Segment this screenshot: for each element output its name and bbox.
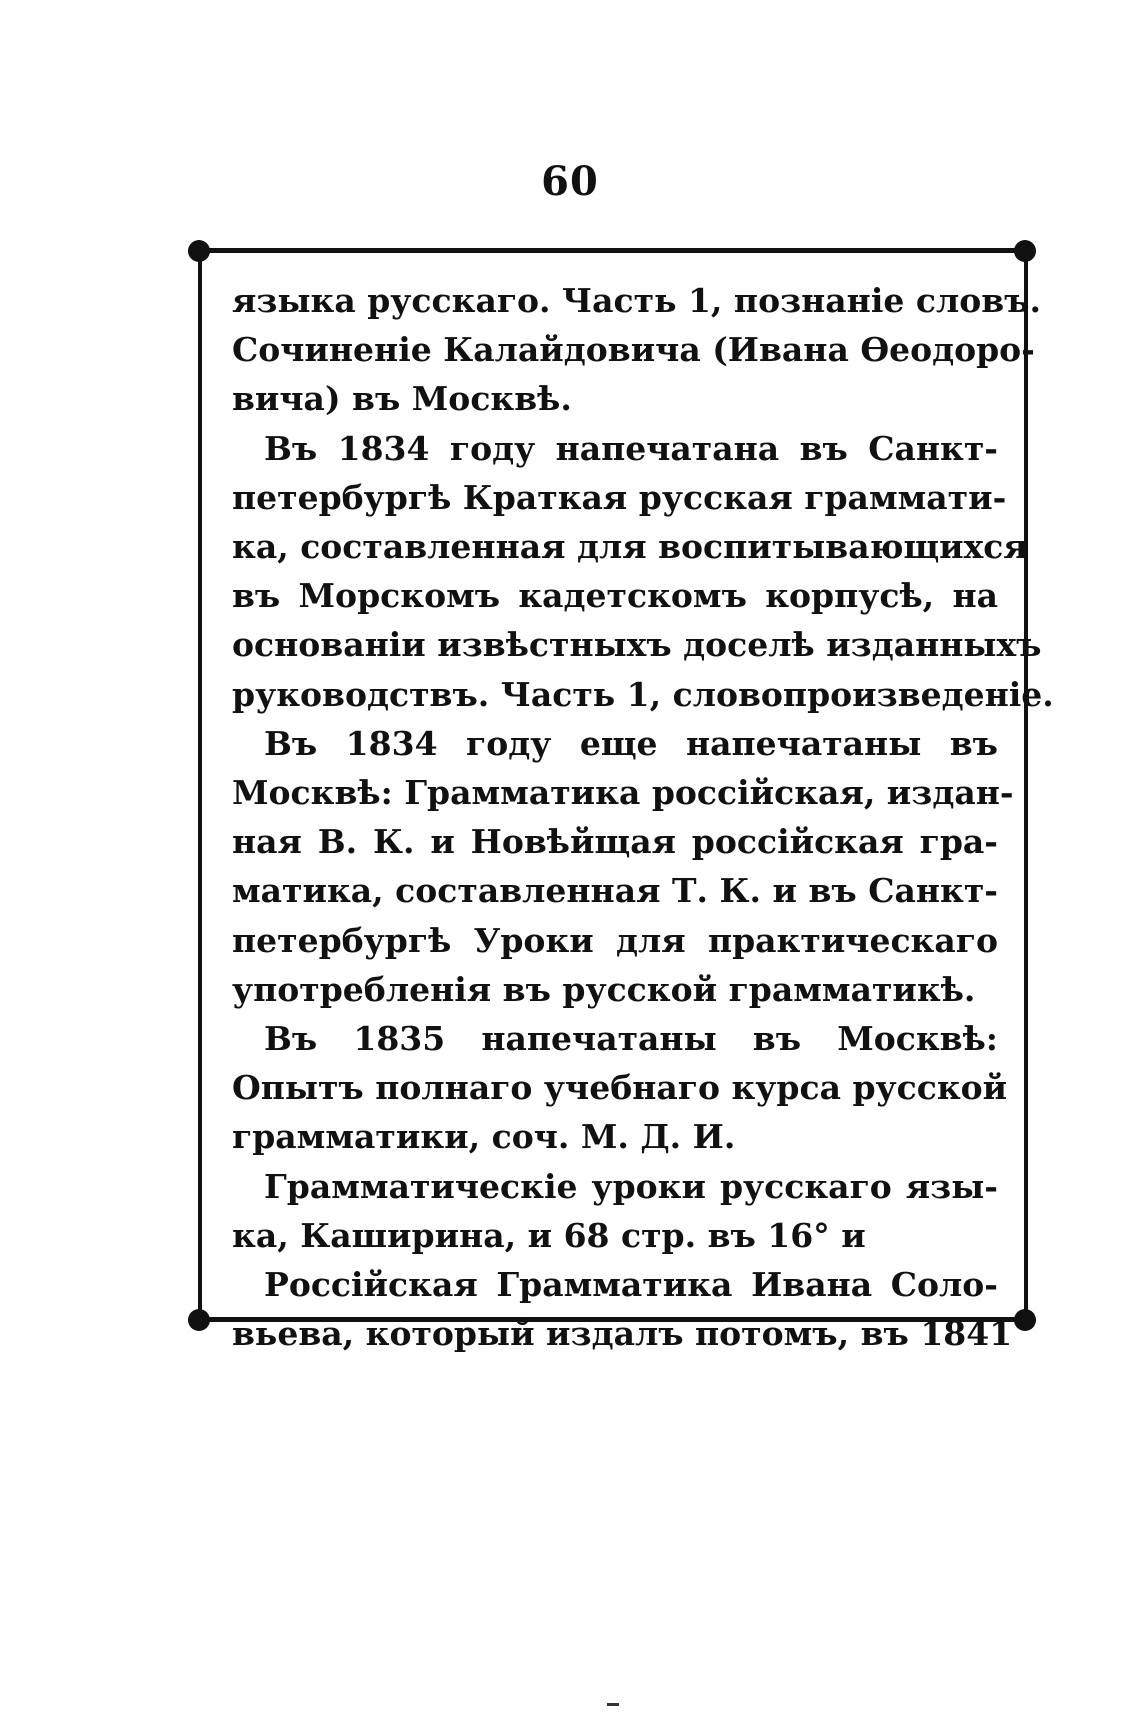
text-line: петербургѣ Краткая русская граммати- bbox=[232, 477, 1007, 517]
text-line: вича) въ Москвѣ. bbox=[232, 379, 572, 419]
text-line: Въ 1834 году напечатана въ Санкт- bbox=[264, 428, 998, 468]
frame-left-rule bbox=[198, 250, 202, 1320]
text-line: ка, составленная для воспитывающихся bbox=[232, 527, 1028, 567]
text-line: Сочиненіе Калайдовича (Ивана Өеодоро- bbox=[232, 330, 1035, 370]
frame-top-rule bbox=[200, 248, 1026, 253]
frame-corner-ornament bbox=[1014, 1309, 1036, 1331]
frame-corner-ornament bbox=[188, 1309, 210, 1331]
text-line: петербургѣ Уроки для практическаго bbox=[232, 920, 998, 960]
text-line: Въ 1834 году еще напечатаны въ bbox=[264, 723, 998, 763]
text-line: ная В. К. и Новѣйщая россійская гра- bbox=[232, 822, 998, 862]
frame-corner-ornament bbox=[1014, 240, 1036, 262]
text-line: вьева, который издалъ потомъ, въ 1841 bbox=[232, 1314, 1013, 1354]
text-line: матика, составленная Т. К. и въ Санкт- bbox=[232, 871, 998, 911]
text-line: Грамматическіе уроки русскаго язы- bbox=[264, 1166, 998, 1206]
text-line: Опытъ полнаго учебнаго курса русской bbox=[232, 1068, 1008, 1108]
text-line: въ Морскомъ кадетскомъ корпусѣ, на bbox=[232, 576, 998, 616]
body-text bbox=[232, 276, 1054, 1358]
text-line: Россійская Грамматика Ивана Соло- bbox=[264, 1265, 998, 1305]
text-line: Въ 1835 напечатаны въ Москвѣ: bbox=[264, 1019, 998, 1059]
text-line: руководствъ. Часть 1, словопроизведеніе. bbox=[232, 674, 1054, 714]
text-line: языка русскаго. Часть 1, познаніе словъ. bbox=[232, 281, 1041, 320]
page-number: 60 bbox=[541, 158, 599, 205]
frame-right-rule bbox=[1024, 250, 1028, 1320]
text-line: ка, Каширина, и 68 стр. въ 16° и bbox=[232, 1215, 866, 1255]
text-line: грамматики, соч. М. Д. И. bbox=[232, 1117, 736, 1157]
frame-corner-ornament bbox=[188, 240, 210, 262]
text-line: основаніи извѣстныхъ доселѣ изданныхъ bbox=[232, 625, 1042, 665]
text-line: Москвѣ: Грамматика россійская, издан- bbox=[232, 773, 1014, 813]
bottom-dash-mark bbox=[607, 1703, 619, 1706]
text-line: употребленія въ русской грамматикѣ. bbox=[232, 969, 976, 1009]
